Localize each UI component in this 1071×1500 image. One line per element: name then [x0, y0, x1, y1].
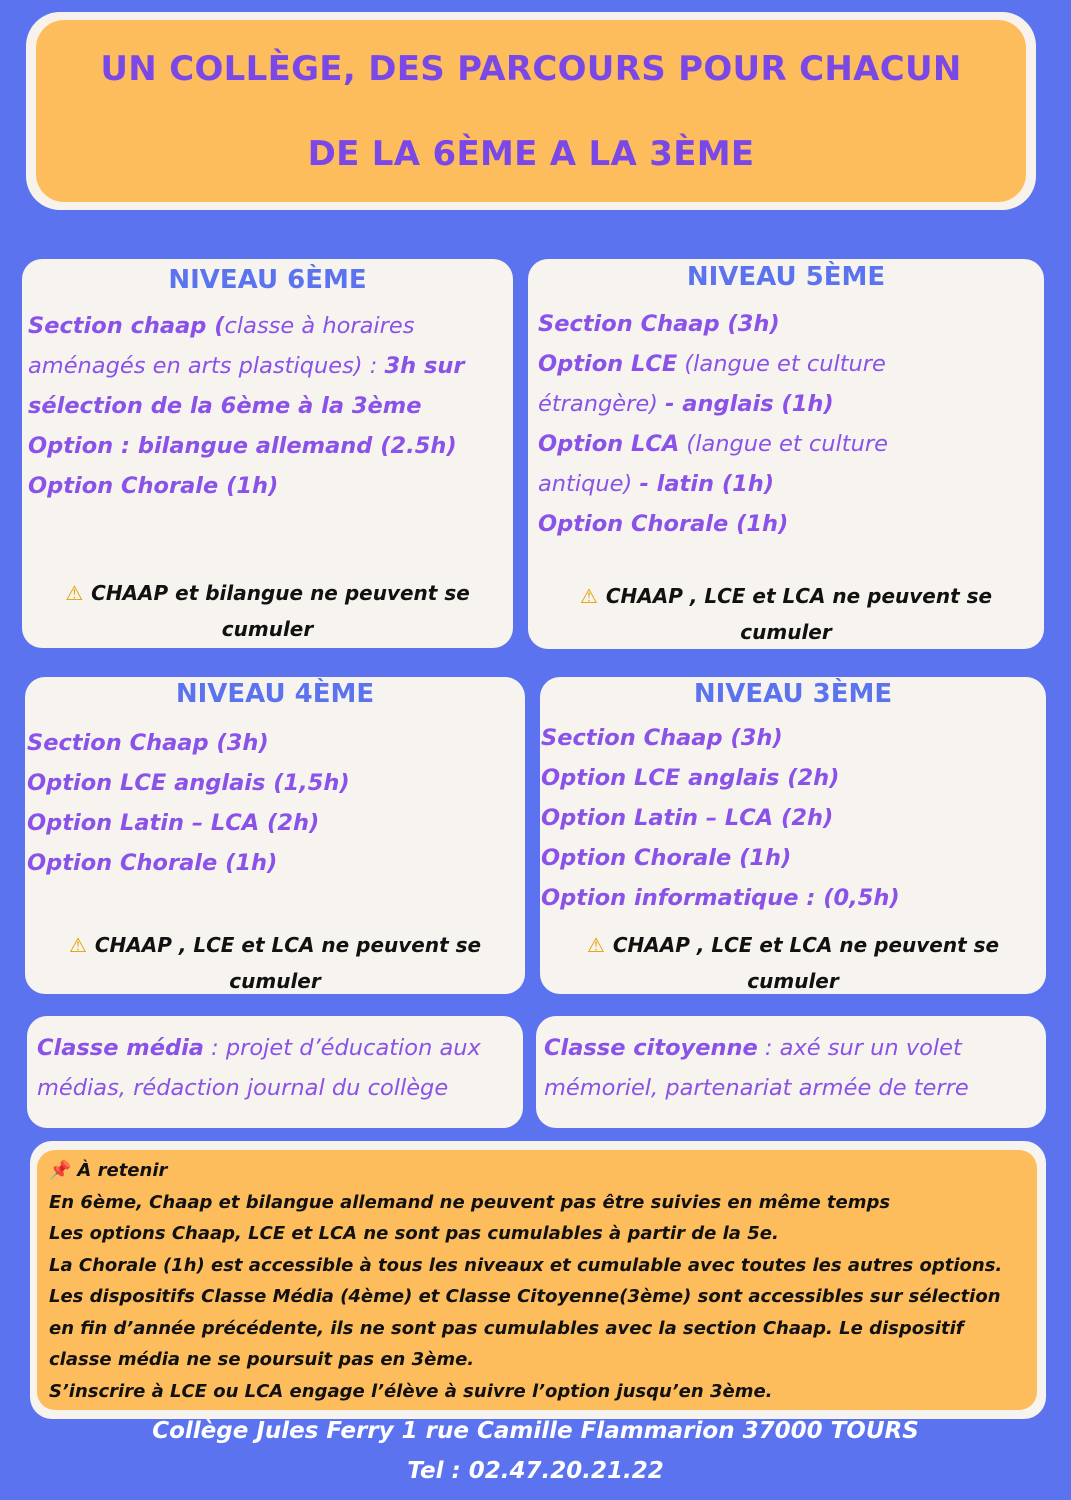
card-niveau-3 [540, 677, 1046, 994]
niveau-6-line: sélection de la 6ème à la 3ème [28, 393, 422, 419]
page-subtitle: DE LA 6ÈME A LA 3ÈME [307, 133, 755, 174]
option-lce-2 [538, 384, 888, 424]
warning-text: CHAAP et bilangue ne peuvent se [91, 581, 470, 605]
option-lce: Option LCE anglais (2h) [541, 765, 840, 791]
warning-note [25, 927, 525, 999]
footer-phone: Tel : 02.47.20.21.22 [407, 1458, 664, 1484]
option-chorale: Option Chorale (1h) [541, 845, 792, 871]
option-lca-desc-2: antique) [538, 471, 640, 497]
warning-text-2: cumuler [229, 969, 321, 993]
card-title-niveau-6: NIVEAU 6ÈME [168, 265, 367, 295]
card-niveau-5 [528, 259, 1044, 649]
section-chaap-label: Section chaap ( [28, 313, 225, 339]
option-lce-label: Option LCE [538, 351, 678, 377]
niveau-6-line [28, 306, 465, 346]
card-title-niveau-4: NIVEAU 4ÈME [175, 679, 375, 709]
section-chaap-hours: 3h sur [384, 353, 465, 379]
option-lca [538, 424, 888, 464]
warning-text-2: cumuler [747, 969, 839, 993]
retenir-line: S’inscrire à LCE ou LCA engage l’élève à suivre l’option jusqu’en 3ème. [49, 1380, 773, 1402]
warning-text-2: cumuler [221, 617, 314, 641]
niveau-5-content [538, 304, 888, 544]
warning-icon: ⚠ [68, 933, 87, 957]
niveau-4-content [27, 723, 350, 883]
warning-icon: ⚠ [65, 581, 84, 605]
classe-media-desc-2: médias, rédaction journal du collège [37, 1075, 449, 1101]
classe-citoyenne-desc: : axé sur un volet [757, 1035, 962, 1061]
classe-citoyenne-desc-2: mémoriel, partenariat armée de terre [544, 1075, 969, 1101]
classe-citoyenne-text [544, 1028, 969, 1108]
card-title-niveau-3: NIVEAU 3ÈME [693, 679, 893, 709]
retenir-line: en fin d’année précédente, ils ne sont pas cumulables avec la section Chaap. Le dispositif [49, 1317, 964, 1339]
classe-media-desc: : projet d’éducation aux [204, 1035, 481, 1061]
retenir-box [37, 1150, 1037, 1410]
card-classe-citoyenne [536, 1016, 1046, 1128]
option-lce: Option LCE anglais (1,5h) [27, 770, 350, 796]
option-lce-desc-2: étrangère) [538, 391, 666, 417]
card-niveau-4 [25, 677, 525, 994]
retenir-line: Les options Chaap, LCE et LCA ne sont pas cumulables à partir de la 5e. [49, 1223, 779, 1244]
option-chorale: Option Chorale (1h) [27, 850, 278, 876]
classe-media-label: Classe média [37, 1035, 204, 1061]
retenir-line: Les dispositifs Classe Média (4ème) et Classe Citoyenne(3ème) sont accessibles sur sélection [49, 1286, 1001, 1307]
warning-icon: ⚠ [579, 584, 598, 608]
option-latin: Option Latin – LCA (2h) [27, 810, 320, 836]
section-chaap: Section Chaap (3h) [541, 725, 783, 751]
warning-text: CHAAP , LCE et LCA ne peuvent se [94, 933, 482, 957]
classe-citoyenne-label: Classe citoyenne [544, 1035, 758, 1061]
retenir-content [49, 1155, 1002, 1407]
option-bilangue: Option : bilangue allemand (2.5h) [28, 433, 457, 459]
option-informatique: Option informatique : (0,5h) [541, 885, 900, 911]
warning-text: CHAAP , LCE et LCA ne peuvent se [612, 933, 1000, 957]
option-lce [538, 344, 888, 384]
header-banner [36, 20, 1026, 202]
option-chorale: Option Chorale (1h) [538, 511, 789, 537]
warning-icon: ⚠ [586, 933, 605, 957]
classe-citoyenne-line [544, 1028, 969, 1068]
section-chaap-desc-2: aménagés en arts plastiques) : [28, 353, 385, 379]
option-lca-label: Option LCA [538, 431, 680, 457]
warning-note [22, 575, 513, 647]
card-classe-media [27, 1016, 523, 1128]
warning-note [528, 578, 1044, 650]
pin-icon: 📌 [49, 1160, 72, 1181]
warning-text-2: cumuler [740, 620, 832, 644]
option-lce-hours: - anglais (1h) [665, 391, 834, 417]
section-chaap: Section Chaap (3h) [27, 730, 269, 756]
niveau-6-content [28, 306, 465, 506]
retenir-line: La Chorale (1h) est accessible à tous les niveaux et cumulable avec toutes les autres options. [49, 1254, 1003, 1276]
retenir-title [49, 1155, 1002, 1187]
option-lca-desc: (langue et culture [679, 431, 888, 457]
footer-address: Collège Jules Ferry 1 rue Camille Flammarion 37000 TOURS [152, 1418, 919, 1444]
retenir-title-text: À retenir [77, 1160, 168, 1181]
retenir-line: En 6ème, Chaap et bilangue allemand ne peuvent pas être suivies en même temps [49, 1191, 891, 1213]
page-title: UN COLLÈGE, DES PARCOURS POUR CHACUN [100, 48, 962, 89]
option-chorale: Option Chorale (1h) [28, 473, 279, 499]
warning-text: CHAAP , LCE et LCA ne peuvent se [605, 584, 993, 608]
option-lca-hours: - latin (1h) [639, 471, 775, 497]
option-lce-desc: (langue et culture [677, 351, 886, 377]
card-niveau-6 [22, 259, 513, 648]
niveau-6-line [28, 346, 465, 386]
option-latin: Option Latin – LCA (2h) [541, 805, 834, 831]
section-chaap: Section Chaap (3h) [538, 311, 780, 337]
retenir-line: classe média ne se poursuit pas en 3ème. [49, 1349, 475, 1370]
warning-note [540, 927, 1046, 999]
classe-media-text [37, 1028, 481, 1108]
card-title-niveau-5: NIVEAU 5ÈME [686, 262, 886, 292]
option-lca-2 [538, 464, 888, 504]
niveau-3-content [541, 718, 900, 918]
classe-media-line [37, 1028, 481, 1068]
section-chaap-desc: classe à horaires [224, 313, 415, 339]
